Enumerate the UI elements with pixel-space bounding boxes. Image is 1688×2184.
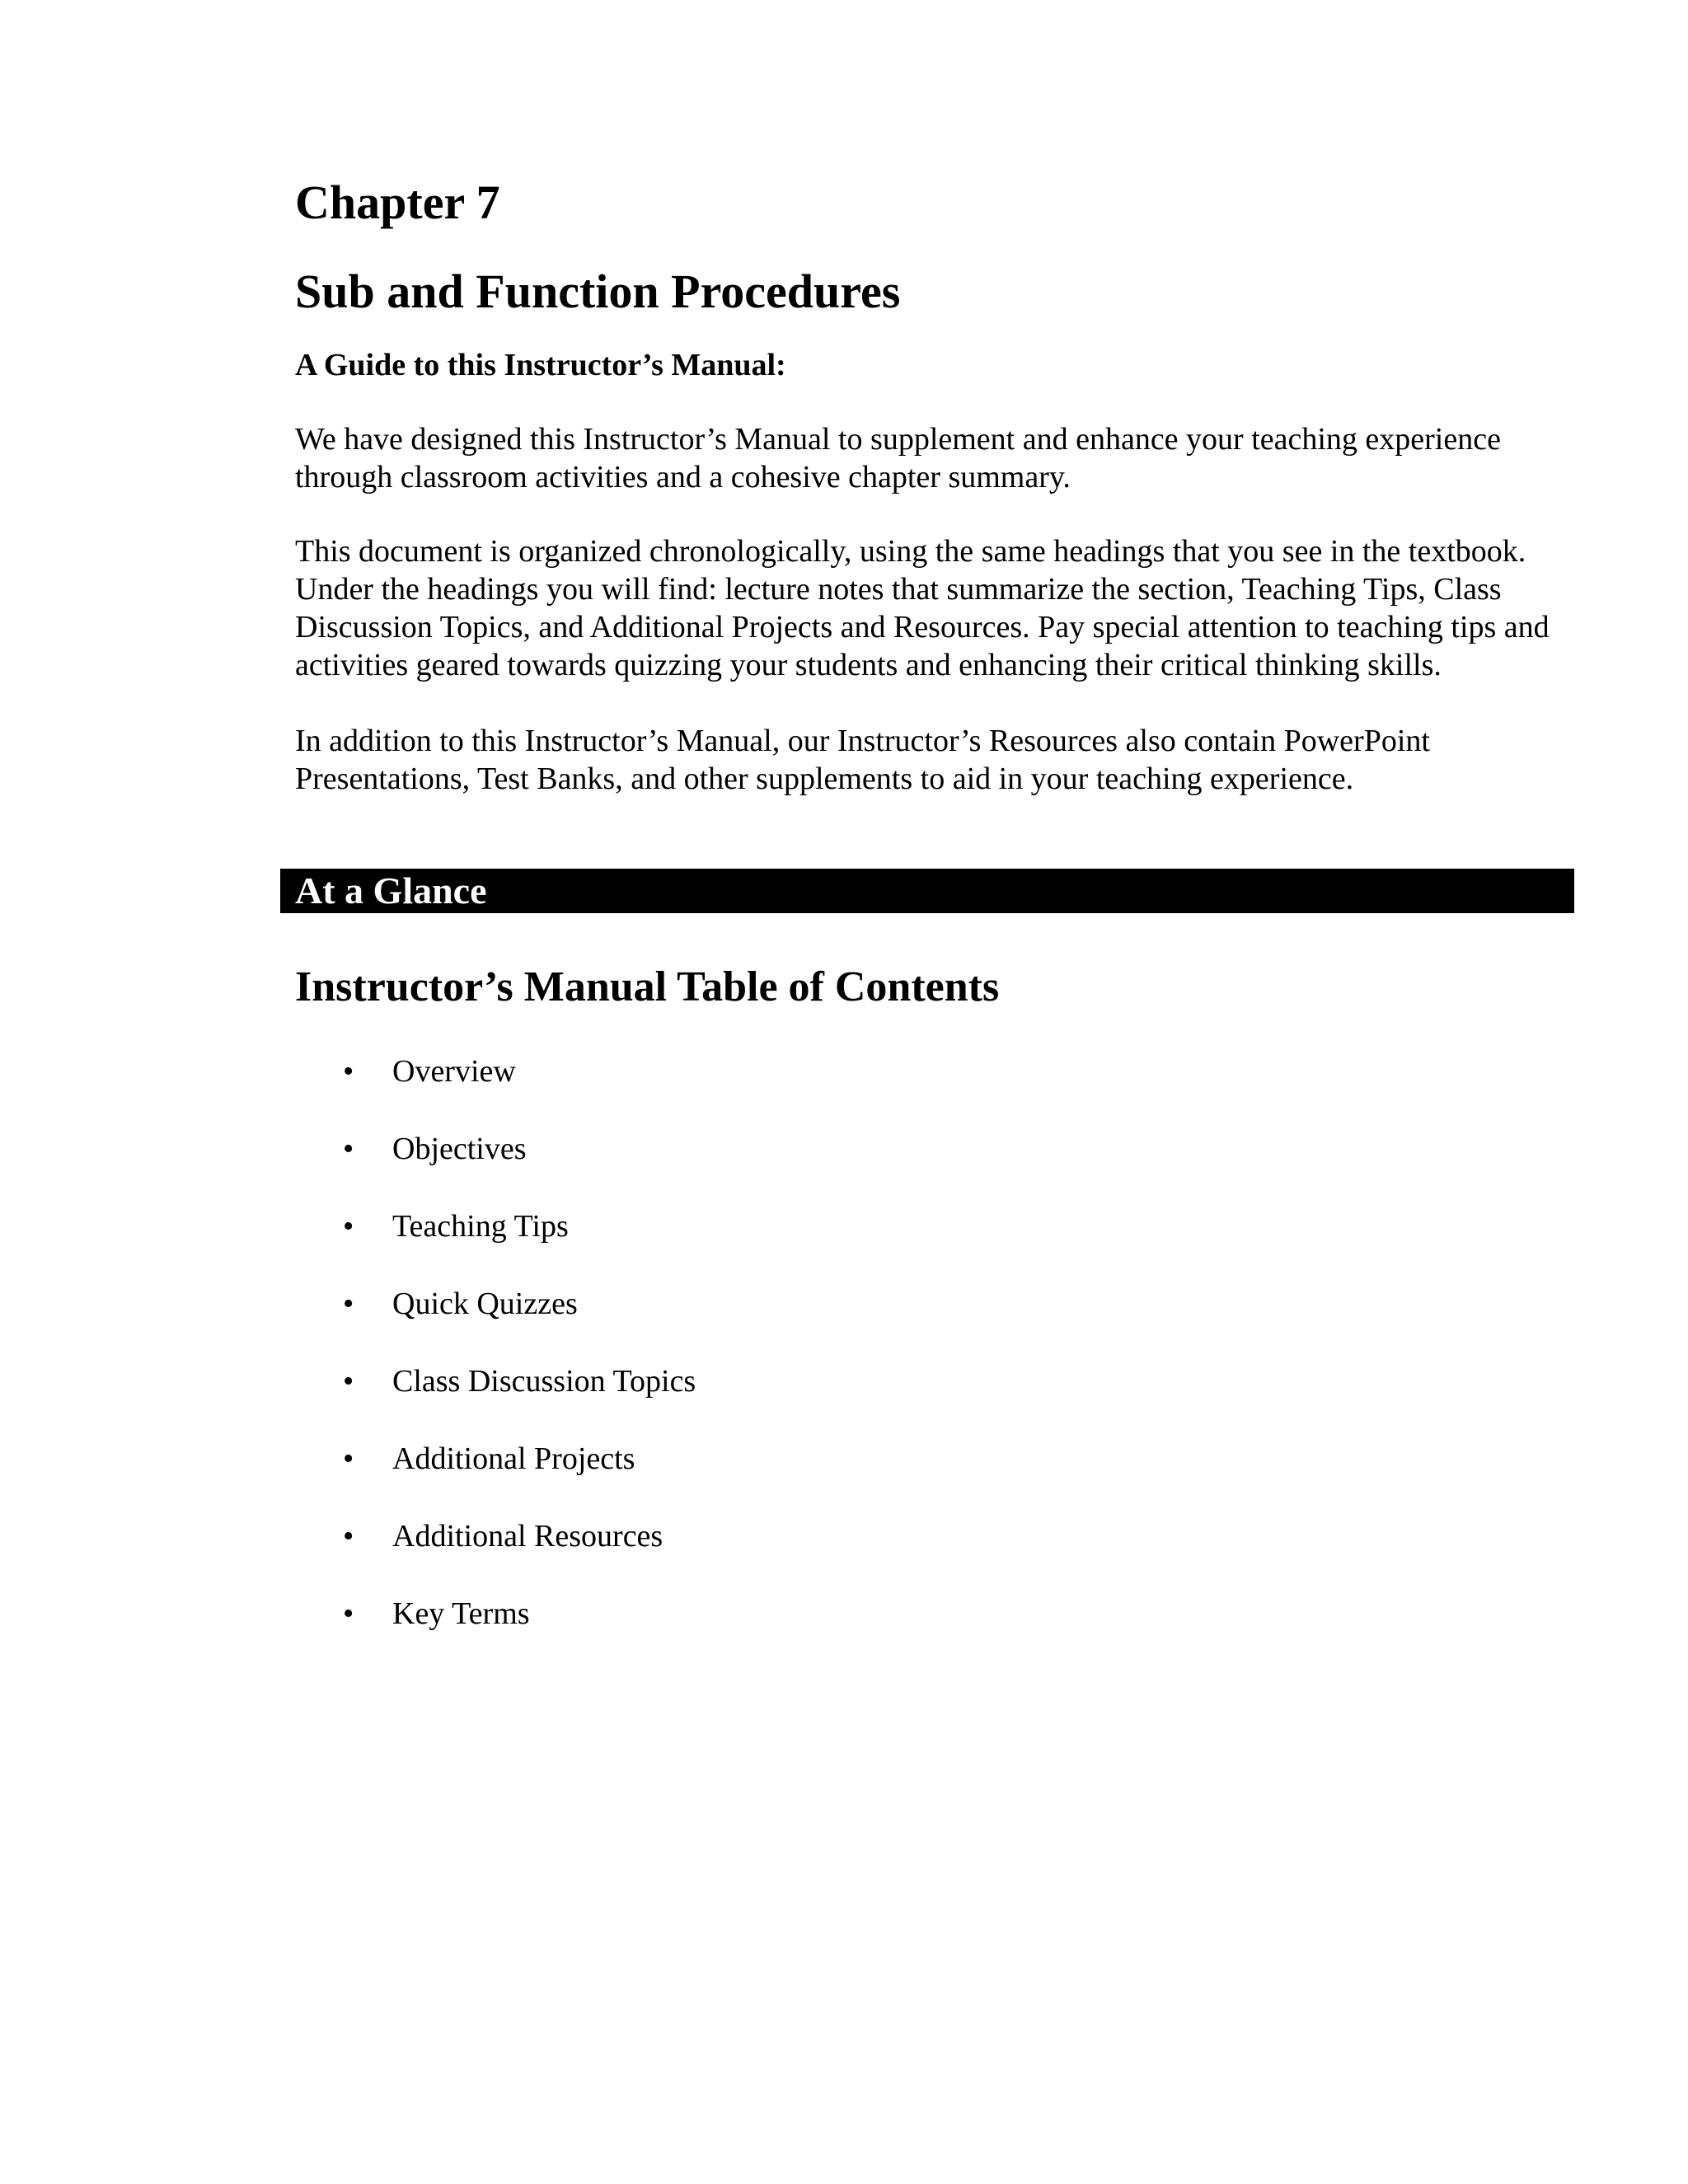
- toc-item-label: Additional Resources: [392, 1519, 663, 1554]
- bullet-icon: •: [343, 1132, 354, 1166]
- chapter-number: Chapter 7: [295, 176, 500, 229]
- bullet-icon: •: [343, 1209, 354, 1244]
- bullet-icon: •: [343, 1286, 354, 1321]
- toc-item-label: Additional Projects: [392, 1441, 635, 1476]
- guide-paragraph: We have designed this Instructor’s Manual to supplement and enhance your teaching experience through classroom activities and a cohesive chapter summary.: [295, 422, 1501, 494]
- bullet-icon: •: [343, 1519, 354, 1554]
- bullet-icon: •: [343, 1054, 354, 1089]
- bullet-icon: •: [343, 1596, 354, 1631]
- guide-paragraph: In addition to this Instructor’s Manual, our Instructor’s Resources also contain PowerPoint Presentations, Test Banks, and other supplements to aid in your teaching experience.: [295, 724, 1430, 796]
- bullet-icon: •: [343, 1364, 354, 1399]
- toc-item-label: Class Discussion Topics: [392, 1364, 696, 1399]
- toc-item-label: Quick Quizzes: [392, 1286, 578, 1321]
- section-bar-label: At a Glance: [295, 869, 487, 912]
- toc-title: Instructor’s Manual Table of Contents: [295, 963, 1000, 1010]
- toc-item-label: Key Terms: [392, 1596, 530, 1631]
- toc-item-label: Teaching Tips: [392, 1209, 569, 1244]
- bullet-icon: •: [343, 1441, 354, 1476]
- guide-paragraph: This document is organized chronologically, using the same headings that you see in the textbook. Under the headings you will find: lecture notes that summarize the section, Teaching Tips, Class Discussion Topics, and Additional Projects and Resources. Pay special attention to teaching tips and activities geared towards quizzing your students and enhancing their critical thinking skills.: [295, 534, 1550, 682]
- toc-item-label: Overview: [392, 1054, 516, 1089]
- intro-section: [295, 173, 1581, 798]
- guide-heading: A Guide to this Instructor’s Manual:: [295, 348, 786, 382]
- toc-item-label: Objectives: [392, 1132, 527, 1166]
- section-bar: [280, 869, 1574, 913]
- chapter-title: Sub and Function Procedures: [295, 265, 901, 318]
